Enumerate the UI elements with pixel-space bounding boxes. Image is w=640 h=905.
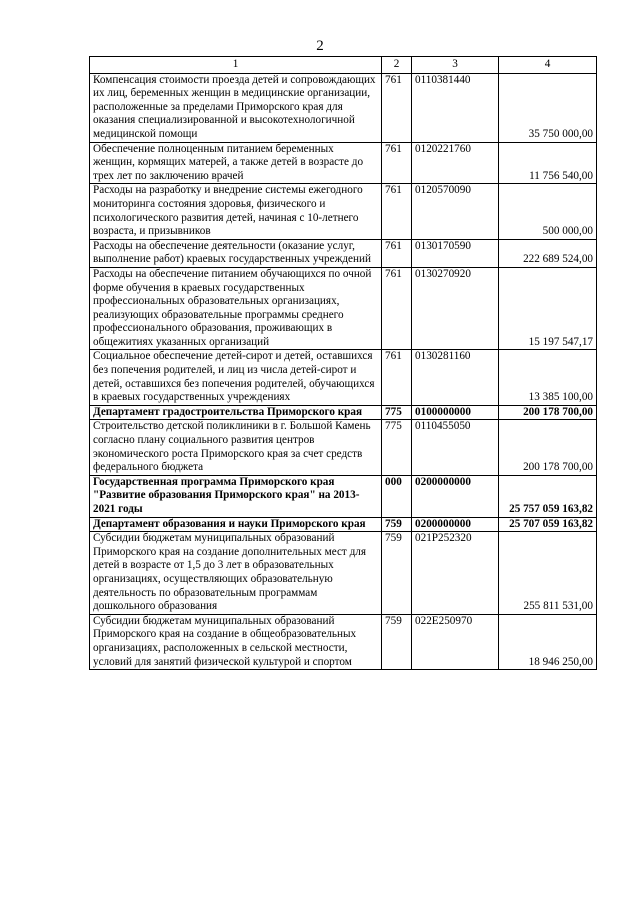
- row-amount-cell: 35 750 000,00: [499, 73, 597, 142]
- page-number: 2: [316, 38, 324, 54]
- table-row: [90, 350, 597, 405]
- table-row: [90, 420, 597, 475]
- row-code-cell: 761: [382, 239, 412, 267]
- row-code-cell: 761: [382, 142, 412, 184]
- row-target-code-cell: 0200000000: [412, 475, 499, 517]
- row-amount-cell: 18 946 250,00: [499, 614, 597, 669]
- row-name-cell: Обеспечение полноценным питанием беременных женщин, кормящих матерей, а также детей в возрасте до трех лет по заключению врачей: [90, 142, 382, 184]
- table-header-row: [90, 57, 597, 74]
- row-code-cell: 759: [382, 517, 412, 532]
- row-target-code-cell: 0130281160: [412, 350, 499, 405]
- table-row: [90, 73, 597, 142]
- table-row: [90, 405, 597, 420]
- table-row: [90, 475, 597, 517]
- budget-table: [89, 56, 597, 670]
- row-target-code-cell: 0120570090: [412, 184, 499, 239]
- table-row: [90, 267, 597, 350]
- row-target-code-cell: 021P252320: [412, 532, 499, 615]
- row-code-cell: 759: [382, 614, 412, 669]
- row-target-code-cell: 022E250970: [412, 614, 499, 669]
- row-name-cell: Социальное обеспечение детей-сирот и детей, оставшихся без попечения родителей, и лиц из числа детей-сирот и детей, оставшихся без попечения родителей, обучающихся в краевых государственных учреждениях: [90, 350, 382, 405]
- row-name-cell: Департамент образования и науки Приморского края: [90, 517, 382, 532]
- row-name-cell: Государственная программа Приморского края "Развитие образования Приморского края" на 2013-2021 годы: [90, 475, 382, 517]
- column-header-2: 2: [382, 57, 412, 74]
- row-code-cell: 761: [382, 73, 412, 142]
- row-target-code-cell: 0100000000: [412, 405, 499, 420]
- row-code-cell: 775: [382, 405, 412, 420]
- table-row: [90, 239, 597, 267]
- column-header-1: 1: [90, 57, 382, 74]
- row-target-code-cell: 0200000000: [412, 517, 499, 532]
- row-amount-cell: 25 757 059 163,82: [499, 475, 597, 517]
- row-amount-cell: 255 811 531,00: [499, 532, 597, 615]
- row-name-cell: Компенсация стоимости проезда детей и сопровождающих их лиц, беременных женщин в медицинские организации, расположенные за пределами Приморского края для оказания специализированной и высокотехнологичной медицинской помощи: [90, 73, 382, 142]
- row-amount-cell: 11 756 540,00: [499, 142, 597, 184]
- column-header-3: 3: [412, 57, 499, 74]
- row-amount-cell: 25 707 059 163,82: [499, 517, 597, 532]
- row-target-code-cell: 0110455050: [412, 420, 499, 475]
- row-code-cell: 761: [382, 184, 412, 239]
- table-row: [90, 532, 597, 615]
- row-name-cell: Строительство детской поликлиники в г. Большой Камень согласно плану социального развития центров экономического роста Приморского края за счет средств федерального бюджета: [90, 420, 382, 475]
- row-code-cell: 759: [382, 532, 412, 615]
- row-amount-cell: 222 689 524,00: [499, 239, 597, 267]
- row-amount-cell: 500 000,00: [499, 184, 597, 239]
- table-row: [90, 517, 597, 532]
- row-amount-cell: 200 178 700,00: [499, 420, 597, 475]
- column-header-4: 4: [499, 57, 597, 74]
- row-name-cell: Расходы на обеспечение деятельности (оказание услуг, выполнение работ) краевых государственных учреждений: [90, 239, 382, 267]
- row-code-cell: 000: [382, 475, 412, 517]
- table-row: [90, 184, 597, 239]
- row-code-cell: 775: [382, 420, 412, 475]
- row-amount-cell: 15 197 547,17: [499, 267, 597, 350]
- row-target-code-cell: 0120221760: [412, 142, 499, 184]
- row-amount-cell: 200 178 700,00: [499, 405, 597, 420]
- row-name-cell: Расходы на разработку и внедрение системы ежегодного мониторинга состояния здоровья, физического и психологического развития детей, начиная с 10-летнего возраста, и призывников: [90, 184, 382, 239]
- table-row: [90, 142, 597, 184]
- row-target-code-cell: 0130170590: [412, 239, 499, 267]
- row-name-cell: Департамент градостроительства Приморского края: [90, 405, 382, 420]
- table-row: [90, 614, 597, 669]
- row-name-cell: Расходы на обеспечение питанием обучающихся по очной форме обучения в краевых государственных профессиональных образовательных организациях, реализующих образовательные программы среднего профессионального образования, проживающих в общежитиях указанных организаций: [90, 267, 382, 350]
- row-amount-cell: 13 385 100,00: [499, 350, 597, 405]
- row-code-cell: 761: [382, 267, 412, 350]
- row-target-code-cell: 0130270920: [412, 267, 499, 350]
- row-name-cell: Субсидии бюджетам муниципальных образований Приморского края на создание дополнительных мест для детей в возрасте от 1,5 до 3 лет в образовательных организациях, осуществляющих образовательную деятельность по образовательным программам дошкольного образования: [90, 532, 382, 615]
- row-name-cell: Субсидии бюджетам муниципальных образований Приморского края на создание в общеобразовательных организациях, расположенных в сельской местности, условий для занятий физической культурой и спортом: [90, 614, 382, 669]
- row-code-cell: 761: [382, 350, 412, 405]
- row-target-code-cell: 0110381440: [412, 73, 499, 142]
